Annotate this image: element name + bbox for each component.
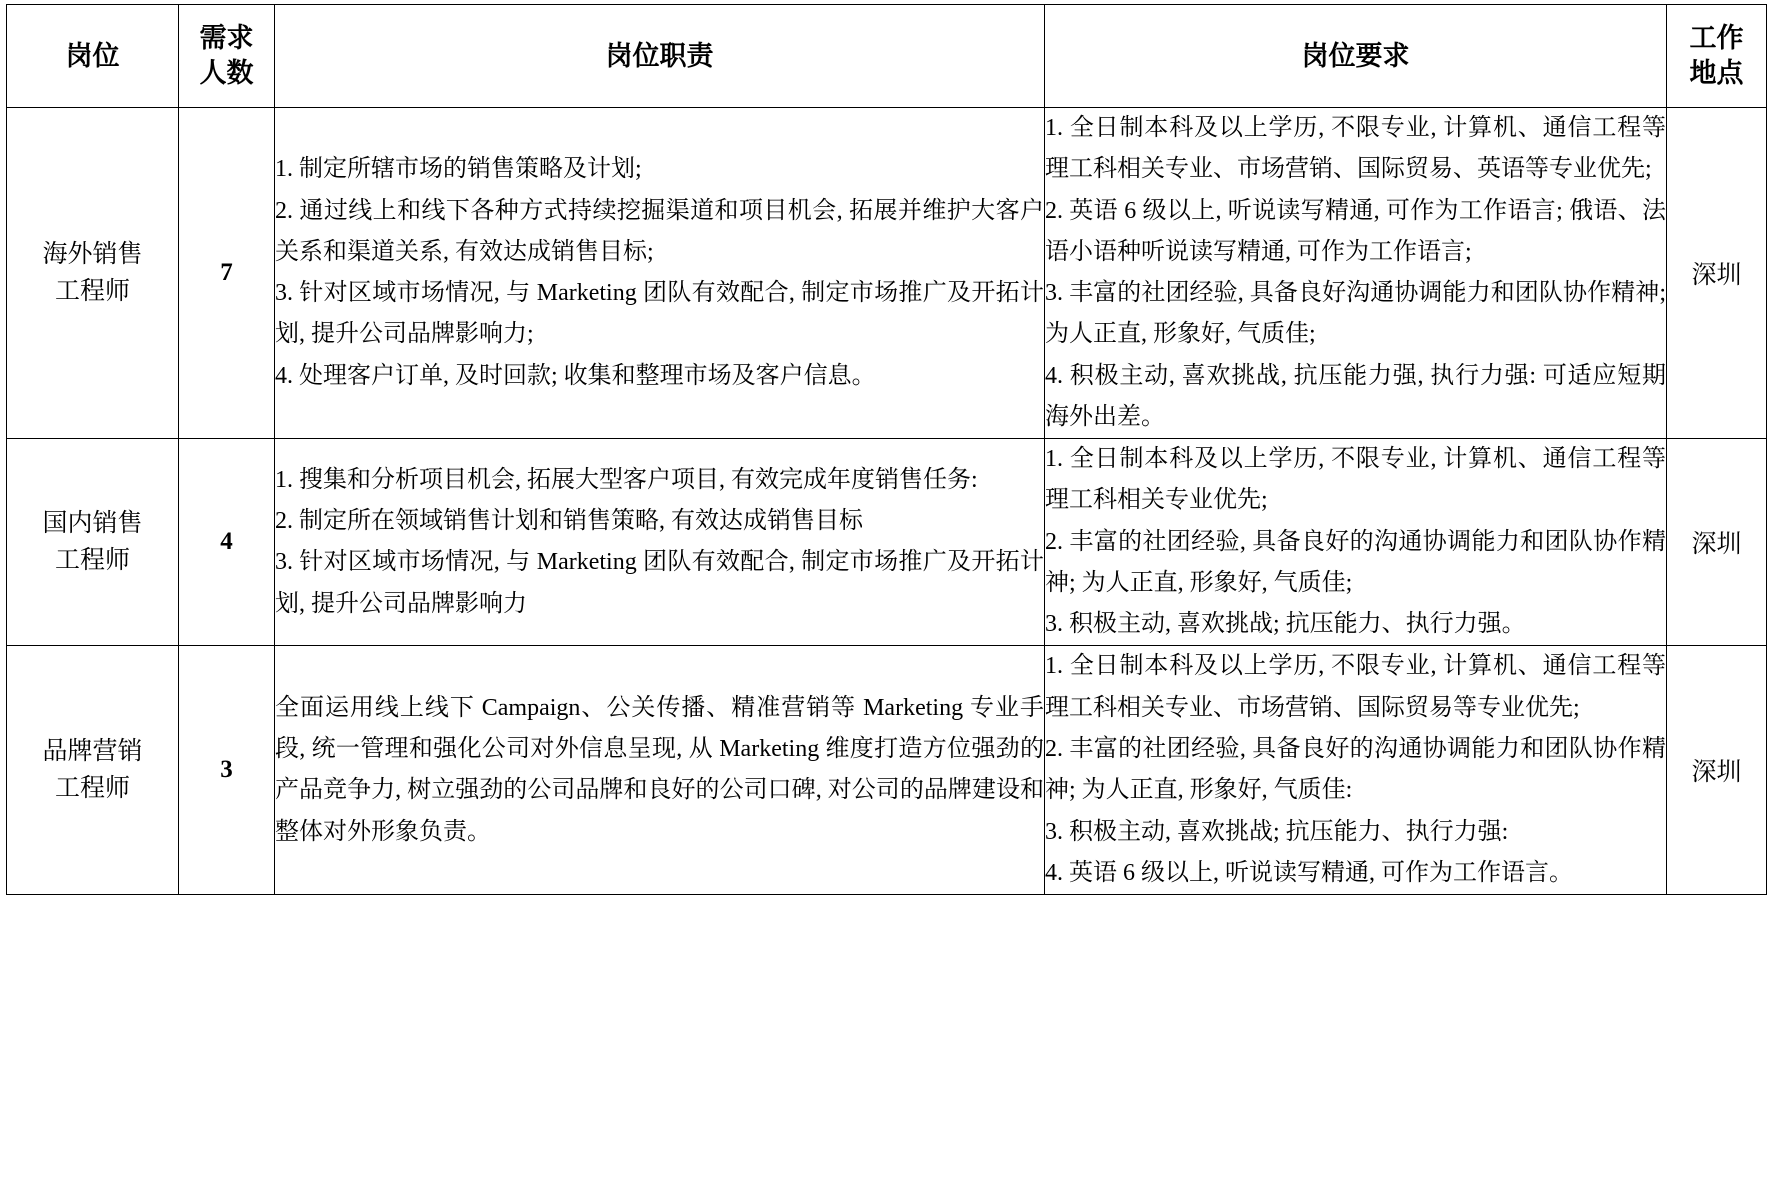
cell-location: 深圳 (1667, 646, 1767, 895)
column-header-position (7, 5, 179, 108)
requirement-item: 2. 丰富的社团经验, 具备良好的沟通协调能力和团队协作精神; 为人正直, 形象好, 气质佳; (1045, 528, 1666, 596)
cell-location: 深圳 (1667, 108, 1767, 439)
duty-item: 2. 通过线上和线下各种方式持续挖掘渠道和项目机会, 拓展并维护大客户关系和渠道关系, 有效达成销售目标; (275, 197, 1044, 265)
requirement-item: 1. 全日制本科及以上学历, 不限专业, 计算机、通信工程等理工科相关专业、市场营销、国际贸易、英语等专业优先; (1045, 115, 1666, 183)
column-header-count-label-1: 需求 (199, 22, 254, 53)
cell-duties (275, 108, 1045, 439)
duty-item: 2. 制定所在领域销售计划和销售策略, 有效达成销售目标 (275, 508, 863, 535)
column-header-requirements-label: 岗位要求 (1301, 40, 1410, 71)
column-header-duties (275, 5, 1045, 108)
table-row (7, 108, 1767, 439)
requirement-item: 3. 丰富的社团经验, 具备良好沟通协调能力和团队协作精神; 为人正直, 形象好, 气质佳; (1045, 280, 1666, 348)
column-header-location-label-1: 工作 (1689, 22, 1744, 53)
cell-position (7, 439, 179, 646)
duty-item: 1. 搜集和分析项目机会, 拓展大型客户项目, 有效完成年度销售任务: (275, 466, 978, 493)
column-header-count (179, 5, 275, 108)
position-name-line2: 工程师 (54, 547, 130, 575)
job-listing-table (6, 4, 1767, 895)
duty-item: 3. 针对区域市场情况, 与 Marketing 团队有效配合, 制定市场推广及开拓计划, 提升公司品牌影响力 (275, 549, 1044, 617)
duty-item: 1. 制定所辖市场的销售策略及计划; (275, 156, 642, 183)
requirement-item: 2. 丰富的社团经验, 具备良好的沟通协调能力和团队协作精神; 为人正直, 形象好, 气质佳: (1045, 735, 1666, 804)
requirement-item: 4. 英语 6 级以上, 听说读写精通, 可作为工作语言。 (1045, 859, 1573, 886)
column-header-duties-label: 岗位职责 (605, 40, 714, 71)
table-header (7, 5, 1767, 108)
duty-item: 4. 处理客户订单, 及时回款; 收集和整理市场及客户信息。 (275, 362, 876, 389)
cell-location: 深圳 (1667, 439, 1767, 646)
cell-headcount: 3 (179, 646, 275, 895)
position-name-line2: 工程师 (54, 775, 130, 803)
duty-item: 全面运用线上线下 Campaign、公关传播、精准营销等 Marketing 专业手段, 统一管理和强化公司对外信息呈现, 从 Marketing 维度打造方位强劲的产品竞争力, 树立强劲的公司品牌和良好的公司口碑, 对公司的品牌建设和整体对外形象负责。 (275, 694, 1044, 845)
duty-item: 3. 针对区域市场情况, 与 Marketing 团队有效配合, 制定市场推广及开拓计划, 提升公司品牌影响力; (275, 280, 1044, 348)
position-name-line1: 品牌营销 (42, 737, 143, 765)
cell-duties (275, 439, 1045, 646)
requirement-item: 1. 全日制本科及以上学历, 不限专业, 计算机、通信工程等理工科相关专业优先; (1045, 446, 1666, 514)
table-body (7, 108, 1767, 895)
requirement-item: 2. 英语 6 级以上, 听说读写精通, 可作为工作语言; 俄语、法语小语种听说读写精通, 可作为工作语言; (1045, 197, 1666, 265)
table-row (7, 646, 1767, 895)
requirement-item: 3. 积极主动, 喜欢挑战; 抗压能力、执行力强: (1045, 818, 1509, 845)
table-header-row (7, 5, 1767, 108)
requirement-item: 3. 积极主动, 喜欢挑战; 抗压能力、执行力强。 (1045, 611, 1526, 638)
cell-requirements (1045, 439, 1667, 646)
cell-headcount: 4 (179, 439, 275, 646)
requirement-item: 4. 积极主动, 喜欢挑战, 抗压能力强, 执行力强: 可适应短期海外出差。 (1045, 362, 1666, 430)
cell-position (7, 108, 179, 439)
cell-headcount: 7 (179, 108, 275, 439)
requirement-item: 1. 全日制本科及以上学历, 不限专业, 计算机、通信工程等理工科相关专业、市场营销、国际贸易等专业优先; (1045, 653, 1666, 721)
column-header-position-label: 岗位 (65, 40, 120, 71)
position-name-line1: 国内销售 (42, 509, 143, 537)
position-name-line1: 海外销售 (42, 240, 143, 268)
cell-requirements (1045, 108, 1667, 439)
table-row (7, 439, 1767, 646)
cell-position (7, 646, 179, 895)
column-header-location (1667, 5, 1767, 108)
cell-requirements (1045, 646, 1667, 895)
column-header-requirements (1045, 5, 1667, 108)
cell-duties (275, 646, 1045, 895)
position-name-line2: 工程师 (54, 278, 130, 306)
column-header-location-label-2: 地点 (1689, 58, 1744, 88)
column-header-count-label-2: 人数 (199, 58, 254, 88)
